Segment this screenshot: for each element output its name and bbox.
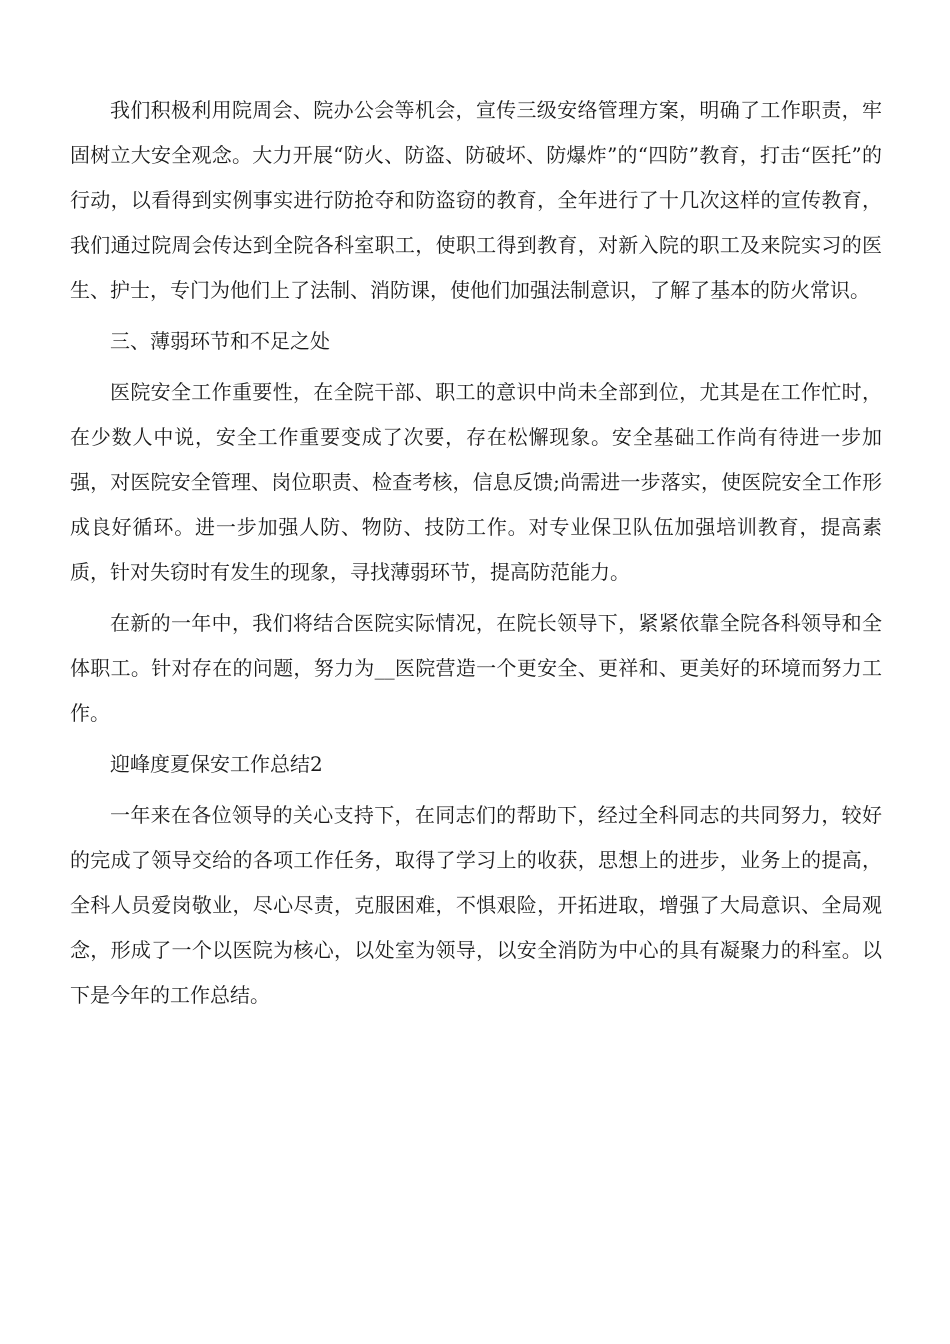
section-heading-weaknesses: 三、薄弱环节和不足之处 <box>110 329 330 353</box>
section-heading-summary-2: 迎峰度夏保安工作总结2 <box>110 752 323 776</box>
paragraph-weaknesses: 医院安全工作重要性，在全院干部、职工的意识中尚未全部到位，尤其是在工作忙时，在少数人中说，安全工作重要变成了次要，存在松懈现象。安全基础工作尚有待进一步加强，对医院安全管理、岗位职责、检查考核，信息反馈;尚需进一步落实，使医院安全工作形成良好循环。进一步加强人防、物防、技防工作。对专业保卫队伍加强培训教育，提高素质，针对失窃时有发生的现象，寻找薄弱环节，提高防范能力。 <box>70 380 882 584</box>
paragraph-annual-summary: 一年来在各位领导的关心支持下，在同志们的帮助下，经过全科同志的共同努力，较好的完成了领导交给的各项工作任务，取得了学习上的收获，思想上的进步，业务上的提高，全科人员爱岗敬业，尽心尽责，克服困难，不惧艰险，开拓进取，增强了大局意识、全局观念，形成了一个以医院为核心，以处室为领导，以安全消防为中心的具有凝聚力的科室。以下是今年的工作总结。 <box>70 803 882 1007</box>
paragraph-next-year: 在新的一年中，我们将结合医院实际情况，在院长领导下，紧紧依靠全院各科领导和全体职工。针对存在的问题，努力为__医院营造一个更安全、更祥和、更美好的环境而努力工作。 <box>70 611 882 725</box>
paragraph-publicity-education: 我们积极利用院周会、院办公会等机会，宣传三级安络管理方案，明确了工作职责，牢固树立大安全观念。大力开展“防火、防盗、防破坏、防爆炸”的“四防”教育，打击“医托”的行动，以看得到实例事实进行防抢夺和防盗窃的教育，全年进行了十几次这样的宣传教育，我们通过院周会传达到全院各科室职工，使职工得到教育，对新入院的职工及来院实习的医生、护士，专门为他们上了法制、消防课，使他们加强法制意识，了解了基本的防火常识。 <box>70 98 882 302</box>
document-body <box>70 88 882 1024</box>
